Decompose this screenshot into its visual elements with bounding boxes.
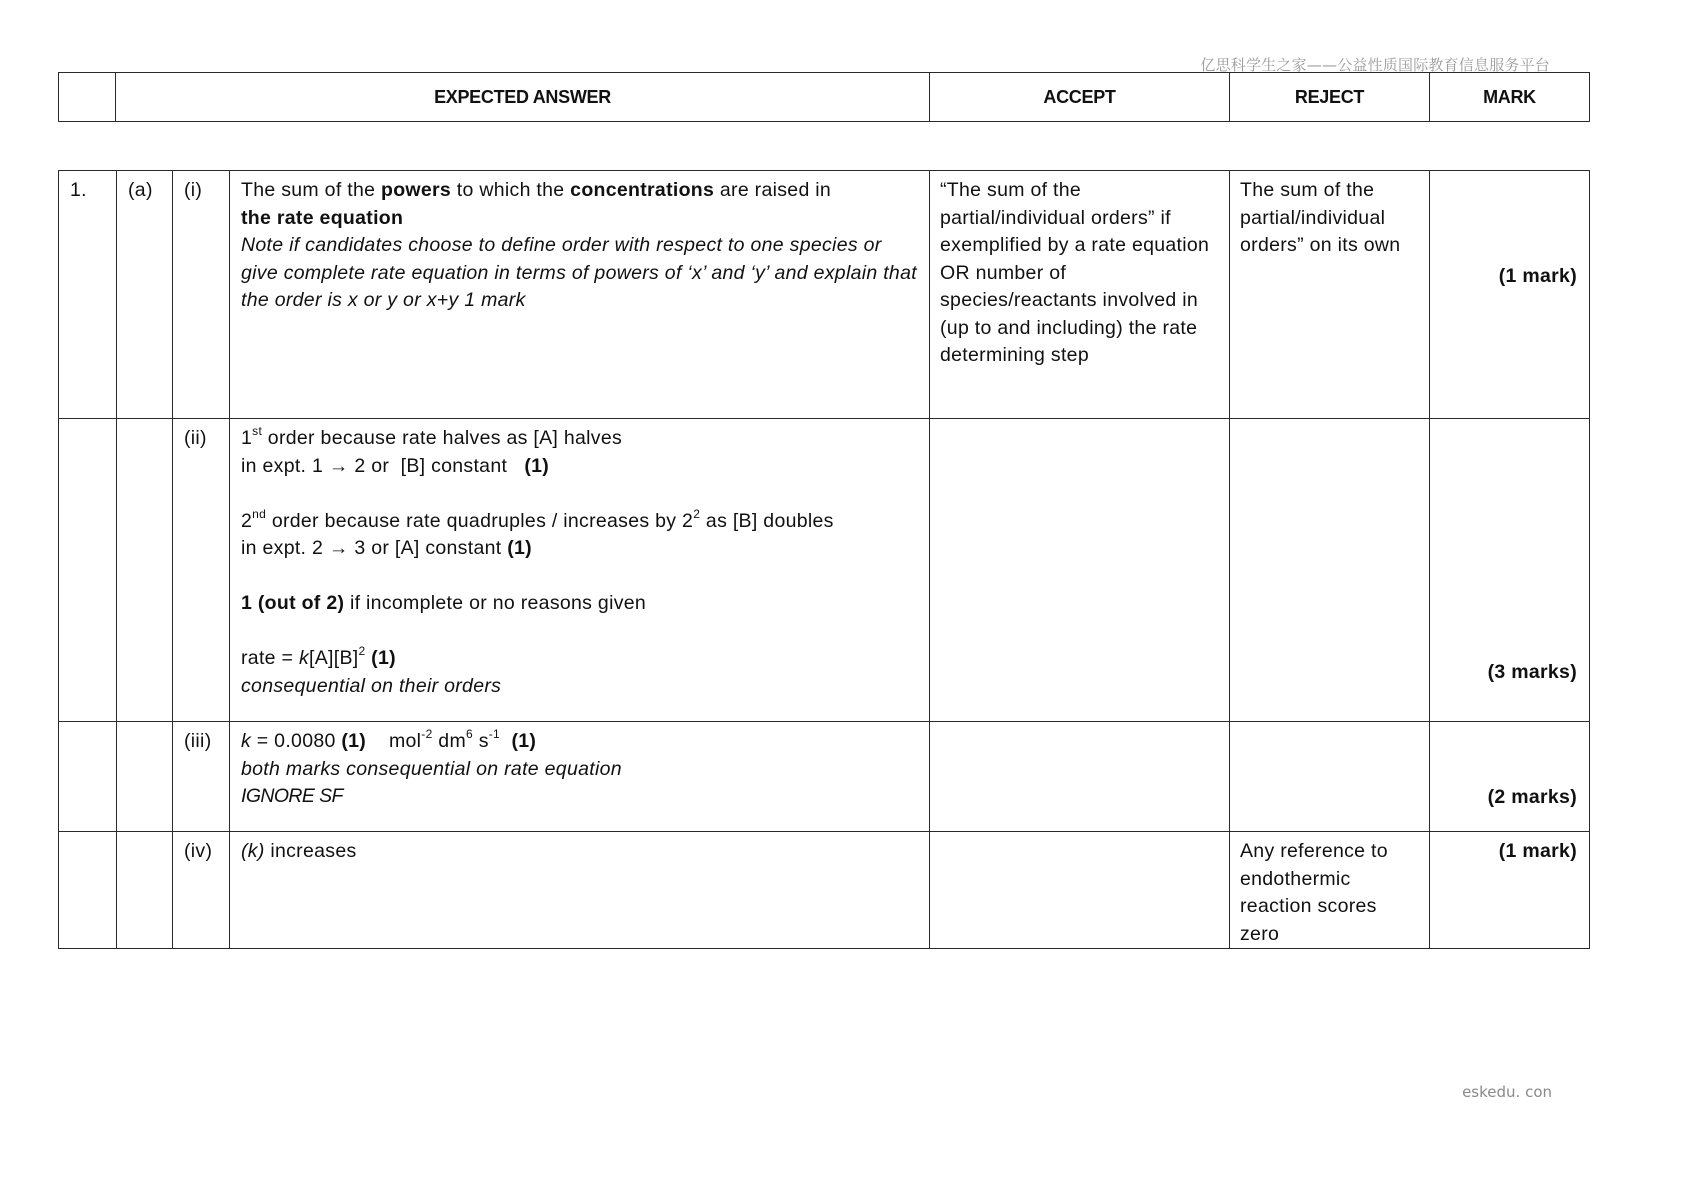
text: order because rate halves as [A] halves <box>262 427 623 449</box>
watermark-top: 亿思科学生之家——公益性质国际教育信息服务平台 <box>1200 56 1550 74</box>
keyword-rate-equation: the rate equation <box>241 206 404 229</box>
expected-answer-cell <box>230 722 930 832</box>
text: order because rate quadruples / increases by 2 <box>266 509 694 532</box>
mark-token: (1) <box>507 537 532 559</box>
keyword-powers: powers <box>380 179 452 201</box>
answer-line <box>241 177 919 205</box>
mark-token: (1) <box>524 454 550 477</box>
table-row <box>59 832 1590 949</box>
mark-token: (1) <box>365 647 396 669</box>
text: [A][B] <box>309 647 359 669</box>
table-row <box>59 419 1590 722</box>
mark-value: (3 marks) <box>1487 661 1577 683</box>
keyword-concentrations: concentrations <box>570 179 715 201</box>
accept-cell <box>930 722 1230 832</box>
mark-value: (1 mark) <box>1498 840 1577 862</box>
header-mark: MARK <box>1430 73 1590 122</box>
rate-constant-symbol: k <box>298 647 309 669</box>
question-part-blank <box>117 722 173 832</box>
text: in expt. 2 → 3 or [A] constant <box>241 537 508 559</box>
superscript: 2 <box>693 506 701 521</box>
accept-cell <box>930 832 1230 949</box>
superscript: 2 <box>358 644 366 658</box>
question-part: (a) <box>117 171 173 419</box>
reject-cell <box>1230 419 1430 722</box>
unit: dm <box>432 730 466 752</box>
reject-cell <box>1230 722 1430 832</box>
answer-line <box>241 838 919 866</box>
mark-scheme-table <box>58 170 1590 949</box>
question-number-blank <box>59 722 117 832</box>
examiner-note: Note if candidates choose to define order with respect to one species or give complete rate equation in terms of powers of ‘x’ and ‘y’ and explain that the order is x or y or x+y 1 mark <box>241 234 917 311</box>
accept-cell <box>930 419 1230 722</box>
rate-constant-symbol: k <box>241 730 252 752</box>
mark-value: (1 mark) <box>1498 265 1577 287</box>
examiner-note: consequential on their orders <box>241 674 502 697</box>
mark-cell <box>1430 171 1590 419</box>
spacer <box>241 563 919 591</box>
reject-cell: The sum of the partial/individual orders” on its own <box>1230 171 1430 419</box>
superscript: st <box>252 424 263 438</box>
text: 2 <box>241 509 253 532</box>
expected-answer-cell <box>230 419 930 722</box>
sub-part-label: (iv) <box>173 832 230 949</box>
question-number-blank <box>59 419 117 722</box>
watermark-bottom: eskedu. con <box>1462 1083 1552 1101</box>
rate-constant-line <box>241 728 919 756</box>
superscript: -2 <box>421 727 433 741</box>
sub-part-label: (iii) <box>173 722 230 832</box>
sub-part-label: (i) <box>173 171 230 419</box>
unit: s <box>472 730 489 752</box>
text: The sum of the <box>241 179 381 201</box>
expected-answer-cell <box>230 171 930 419</box>
expected-answer-cell <box>230 832 930 949</box>
answer-line <box>241 453 919 481</box>
header-accept: ACCEPT <box>930 73 1230 122</box>
header-blank <box>59 73 116 122</box>
rate-constant-symbol: (k) <box>241 840 265 862</box>
text: in expt. 1 → 2 or [B] constant <box>241 454 525 477</box>
superscript: -1 <box>488 727 501 741</box>
rate-constant-value: = 0.0080 <box>251 730 342 752</box>
sub-part-label: (ii) <box>173 419 230 722</box>
partial-credit: 1 (out of 2) <box>241 592 345 614</box>
question-number-blank <box>59 832 117 949</box>
answer-line <box>241 535 919 563</box>
examiner-note: both marks consequential on rate equation <box>241 757 622 780</box>
mark-cell <box>1430 419 1590 722</box>
answer-line <box>241 508 919 536</box>
question-part-blank <box>117 832 173 949</box>
superscript: nd <box>252 506 267 521</box>
reject-cell: Any reference to endothermic reaction scores zero <box>1230 832 1430 949</box>
text: to which the <box>451 179 571 201</box>
text: rate = <box>241 647 299 669</box>
question-part-blank <box>117 419 173 722</box>
text: increases <box>264 840 357 862</box>
mark-cell <box>1430 832 1590 949</box>
superscript: 6 <box>466 727 473 741</box>
answer-line <box>241 425 919 453</box>
accept-cell: “The sum of the partial/individual orders” if exemplified by a rate equation OR number of species/reactants involved in (up to and including) the rate determining step <box>930 171 1230 419</box>
mark-token: (1) <box>500 730 537 752</box>
text: 1 <box>241 427 253 449</box>
header-expected-answer: EXPECTED ANSWER <box>116 73 930 122</box>
text: if incomplete or no reasons given <box>344 592 647 614</box>
table-row <box>59 722 1590 832</box>
spacer <box>241 480 919 508</box>
header-table <box>58 72 1590 122</box>
mark-value: (2 marks) <box>1487 786 1577 808</box>
rate-equation-line <box>241 645 919 673</box>
question-number: 1. <box>59 171 117 419</box>
unit: mol <box>366 730 422 752</box>
examiner-note: IGNORE SF <box>241 785 343 807</box>
spacer <box>241 618 919 646</box>
text: as [B] doubles <box>700 509 834 532</box>
answer-line <box>241 590 919 618</box>
header-reject: REJECT <box>1230 73 1430 122</box>
mark-cell <box>1430 722 1590 832</box>
mark-token: (1) <box>341 730 367 752</box>
table-row <box>59 171 1590 419</box>
text: are raised in <box>714 179 832 201</box>
